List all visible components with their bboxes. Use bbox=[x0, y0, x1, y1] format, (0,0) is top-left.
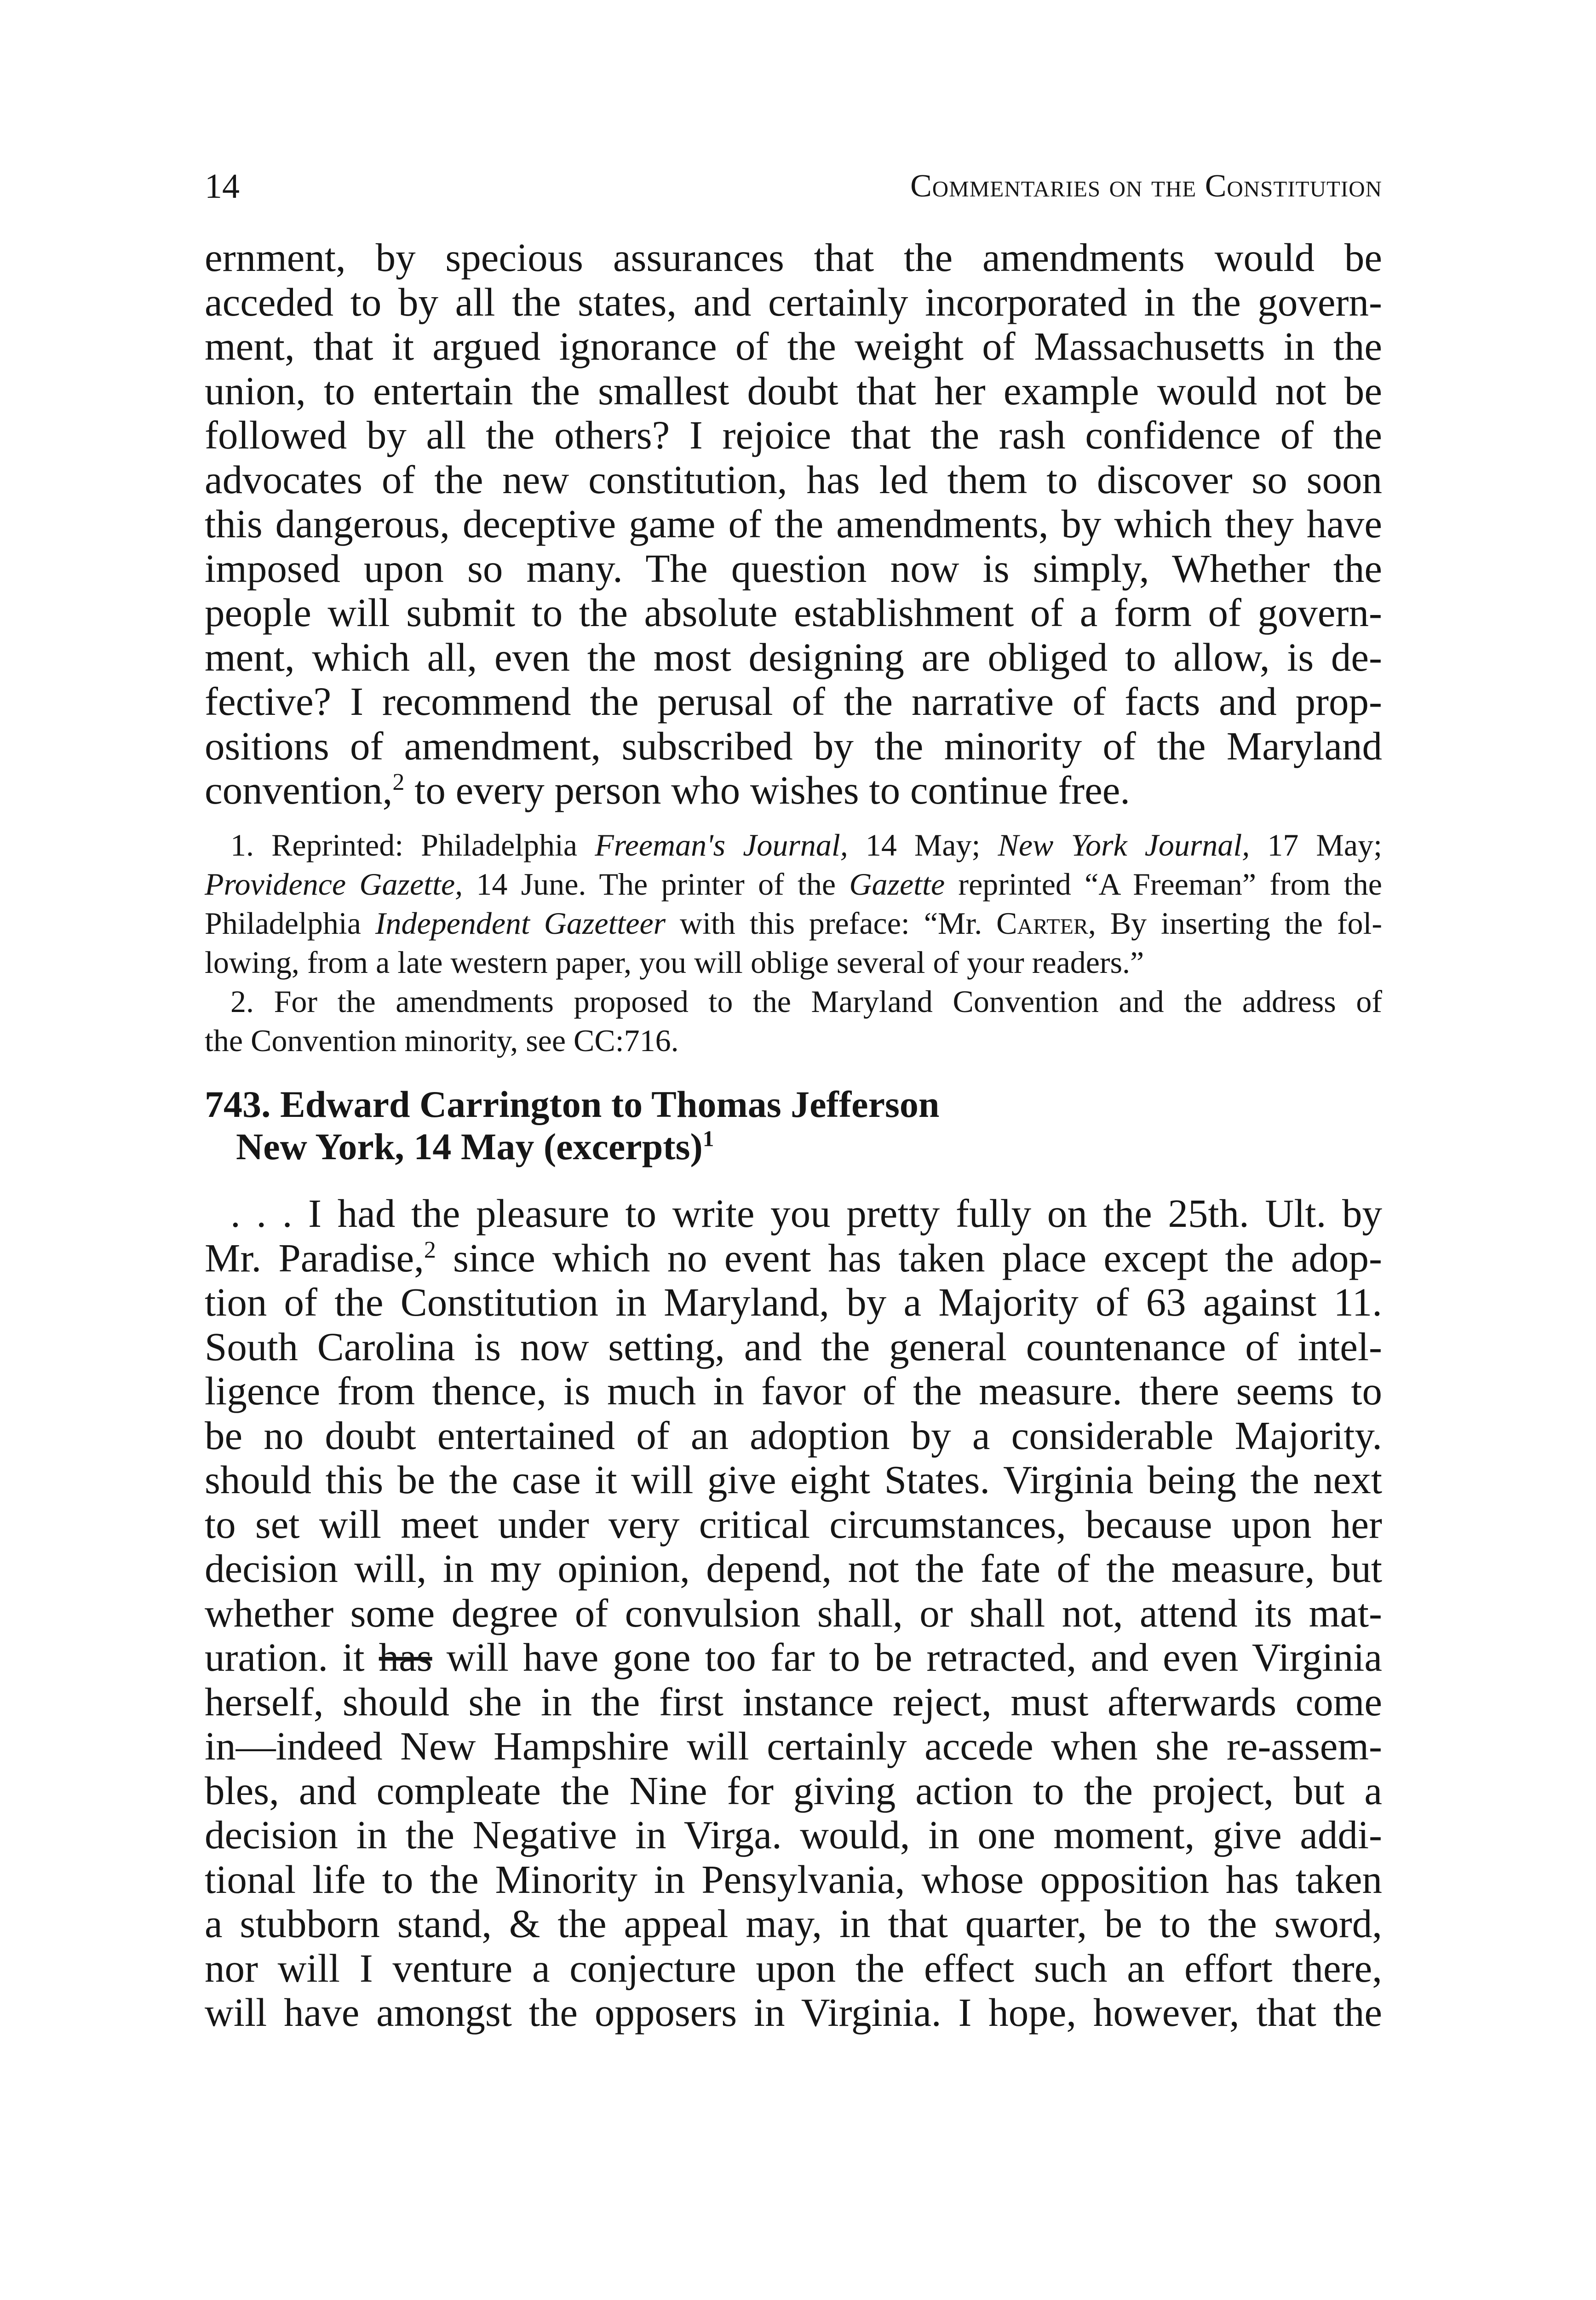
note-italic-text: Gazette bbox=[849, 867, 945, 902]
body-paragraph-2 bbox=[205, 1191, 1382, 2035]
text-line: advocates of the new constitution, has led them to discover so soon bbox=[205, 457, 1382, 502]
text-line: will have amongst the opposers in Virginia. I hope, however, that the bbox=[205, 1990, 1382, 2035]
text-line: union, to entertain the smallest doubt that her example would not be bbox=[205, 368, 1382, 413]
note-italic-text: Freeman's Journal, bbox=[595, 828, 848, 862]
text-line: whether some degree of convulsion shall, or shall not, attend its mat- bbox=[205, 1590, 1382, 1635]
text-line: nor will I venture a conjecture upon the effect such an effort there, bbox=[205, 1945, 1382, 1990]
page-number: 14 bbox=[205, 167, 240, 206]
text-line: ernment, by specious assurances that the amendments would be bbox=[205, 235, 1382, 280]
heading-line-1: 743. Edward Carrington to Thomas Jefferson bbox=[205, 1083, 940, 1125]
line-text: Mr. Paradise, bbox=[205, 1235, 424, 1280]
note-text: Philadelphia bbox=[205, 906, 375, 941]
text-line: acceded to by all the states, and certainly incorporated in the govern- bbox=[205, 279, 1382, 324]
text-line: South Carolina is now setting, and the general countenance of intel- bbox=[205, 1324, 1382, 1369]
footnote-1-line: lowing, from a late western paper, you will oblige several of your readers.” bbox=[205, 945, 1144, 980]
running-head: Commentaries on the Constitution bbox=[910, 168, 1382, 204]
text-line: imposed upon so many. The question now is simply, Whether the bbox=[205, 546, 1382, 591]
footnote-2-line: 2. For the amendments proposed to the Maryland Convention and the address of bbox=[230, 984, 1382, 1019]
note-text: 17 May; bbox=[1250, 828, 1382, 862]
document-heading bbox=[205, 1083, 1382, 1168]
text-line: ment, which all, even the most designing are obliged to allow, is de- bbox=[205, 634, 1382, 679]
footnotes bbox=[205, 826, 1382, 1060]
note-italic-text: Independent Gazetteer bbox=[375, 906, 666, 941]
page-header bbox=[205, 163, 1382, 209]
text-line: . . . I had the pleasure to write you pretty fully on the 25th. Ult. by bbox=[230, 1191, 1382, 1236]
note-text: with this preface: “Mr. bbox=[666, 906, 997, 941]
text-line: followed by all the others? I rejoice that the rash confidence of the bbox=[205, 413, 1382, 457]
footnote-marker: 1 bbox=[702, 1126, 714, 1151]
text-line: tional life to the Minority in Pensylvania, whose opposition has taken bbox=[205, 1857, 1382, 1902]
body-paragraph-1 bbox=[205, 236, 1382, 813]
footnote-1-line bbox=[205, 904, 1382, 943]
text-line: in—indeed New Hampshire will certainly accede when she re-assem- bbox=[205, 1724, 1382, 1768]
text-line bbox=[205, 768, 1382, 813]
line-text: uration. it bbox=[205, 1635, 379, 1679]
note-text: 1. Reprinted: Philadelphia bbox=[230, 828, 595, 862]
note-smallcaps-text: Carter bbox=[996, 906, 1088, 941]
text-line: decision will, in my opinion, depend, not the fate of the measure, but bbox=[205, 1546, 1382, 1591]
text-line: people will submit to the absolute establishment of a form of govern- bbox=[205, 590, 1382, 635]
text-line: be no doubt entertained of an adoption by a considerable Majority. bbox=[205, 1413, 1382, 1458]
footnote-marker: 2 bbox=[424, 1236, 436, 1263]
note-italic-text: Providence Gazette, bbox=[205, 867, 463, 902]
line-text: will have gone too far to be retracted, and even Virginia bbox=[432, 1635, 1382, 1679]
footnote-1-line bbox=[205, 826, 1382, 865]
footnote-1-line bbox=[205, 865, 1382, 904]
text-line: ligence from thence, is much in favor of the measure. there seems to bbox=[205, 1368, 1382, 1413]
text-line: ositions of amendment, subscribed by the minority of the Maryland bbox=[205, 723, 1382, 768]
note-italic-text: New York Journal, bbox=[998, 828, 1250, 862]
text-line: should this be the case it will give eight States. Virginia being the next bbox=[205, 1457, 1382, 1502]
footnote-marker: 2 bbox=[392, 769, 405, 795]
text-line: bles, and compleate the Nine for giving action to the project, but a bbox=[205, 1768, 1382, 1813]
line-text: since which no event has taken place except the adop- bbox=[436, 1235, 1382, 1280]
note-text: , By inserting the fol- bbox=[1088, 906, 1382, 941]
text-line: herself, should she in the first instance reject, must afterwards come bbox=[205, 1679, 1382, 1724]
heading-text: New York, 14 May (excerpts) bbox=[236, 1126, 703, 1167]
text-line: to set will meet under very critical circumstances, because upon her bbox=[205, 1501, 1382, 1547]
text-line bbox=[205, 1236, 1382, 1281]
note-text: 14 June. The printer of the bbox=[463, 867, 850, 902]
text-line: fective? I recommend the perusal of the narrative of facts and prop- bbox=[205, 679, 1382, 724]
text-line: a stubborn stand, & the appeal may, in that quarter, be to the sword, bbox=[205, 1901, 1382, 1946]
line-text: convention, bbox=[205, 768, 393, 812]
text-line: this dangerous, deceptive game of the amendments, by which they have bbox=[205, 501, 1382, 546]
text-line bbox=[205, 1635, 1382, 1680]
line-text: to every person who wishes to continue free. bbox=[404, 768, 1131, 812]
footnote-2-line: the Convention minority, see CC:716. bbox=[205, 1023, 679, 1058]
text-line: decision in the Negative in Virga. would, in one moment, give addi- bbox=[205, 1812, 1382, 1857]
heading-line-2 bbox=[205, 1126, 1382, 1168]
note-text: 14 May; bbox=[848, 828, 998, 862]
text-line: tion of the Constitution in Maryland, by a Majority of 63 against 11. bbox=[205, 1280, 1382, 1324]
struck-text: has bbox=[379, 1635, 432, 1679]
text-line: ment, that it argued ignorance of the weight of Massachusetts in the bbox=[205, 324, 1382, 368]
note-text: reprinted “A Freeman” from the bbox=[945, 867, 1382, 902]
